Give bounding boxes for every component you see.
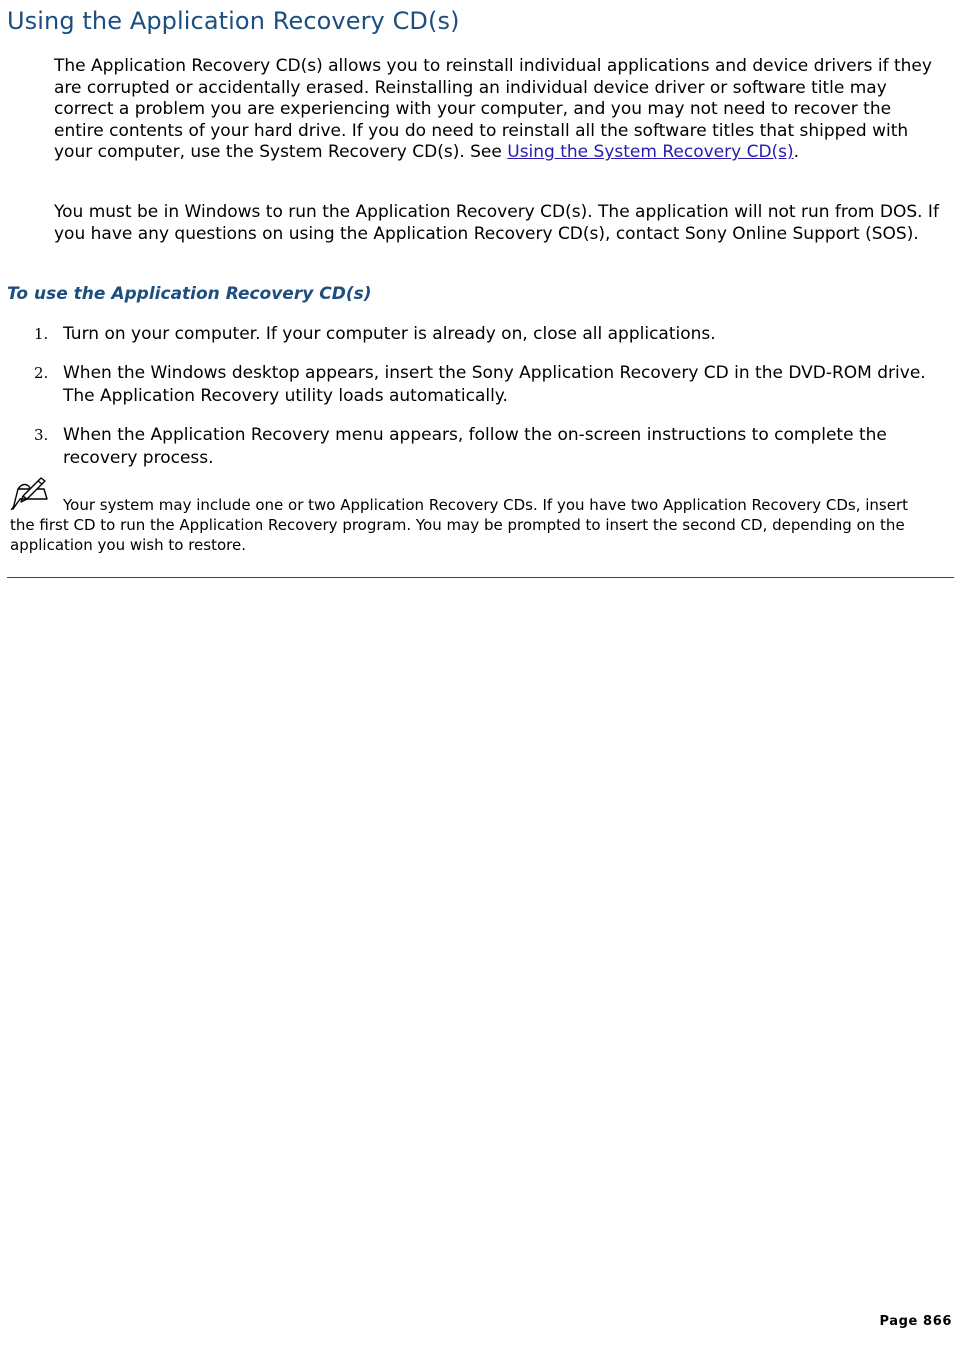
page-title: Using the Application Recovery CD(s) (7, 7, 460, 35)
intro-text: The Application Recovery CD(s) allows you to reinstall individual applications and device drivers if they are corrupted or accidentally erased. Reinstalling an individual device driver or software title may correct a problem you are experiencing with your computer, and you may not need to recover the entire contents of your hard drive. If you do need to reinstall all the software titles that shipped with your computer, use the System Recovery CD(s). See (54, 56, 932, 163)
step-number: 2. (34, 364, 49, 382)
procedure-heading: To use the Application Recovery CD(s) (7, 284, 372, 304)
step-text: When the Application Recovery menu appears, follow the on-screen instructions to complete the recovery process. (63, 425, 887, 468)
note-text: Your system may include one or two Application Recovery CDs. If you have two Application Recovery CDs, insert the first CD to run the Application Recovery program. You may be prompted to insert the second CD, depending on the application you wish to restore. (10, 496, 909, 554)
page-number: Page 866 (879, 1314, 952, 1329)
intro-paragraph (54, 56, 946, 164)
step-text: Turn on your computer. If your computer is already on, close all applications. (63, 324, 716, 344)
step-text: When the Windows desktop appears, insert the Sony Application Recovery CD in the DVD-ROM drive. The Application Recovery utility loads automatically. (63, 363, 926, 406)
windows-requirement-paragraph: You must be in Windows to run the Application Recovery CD(s). The application will not run from DOS. If you have any questions on using the Application Recovery CD(s), contact Sony Online Support (SOS). (54, 202, 939, 244)
step-number: 1. (34, 325, 49, 343)
system-recovery-link[interactable]: Using the System Recovery CD(s) (507, 142, 794, 163)
step-number: 3. (34, 426, 49, 444)
intro-text-end: . (793, 142, 800, 163)
divider (7, 577, 954, 578)
